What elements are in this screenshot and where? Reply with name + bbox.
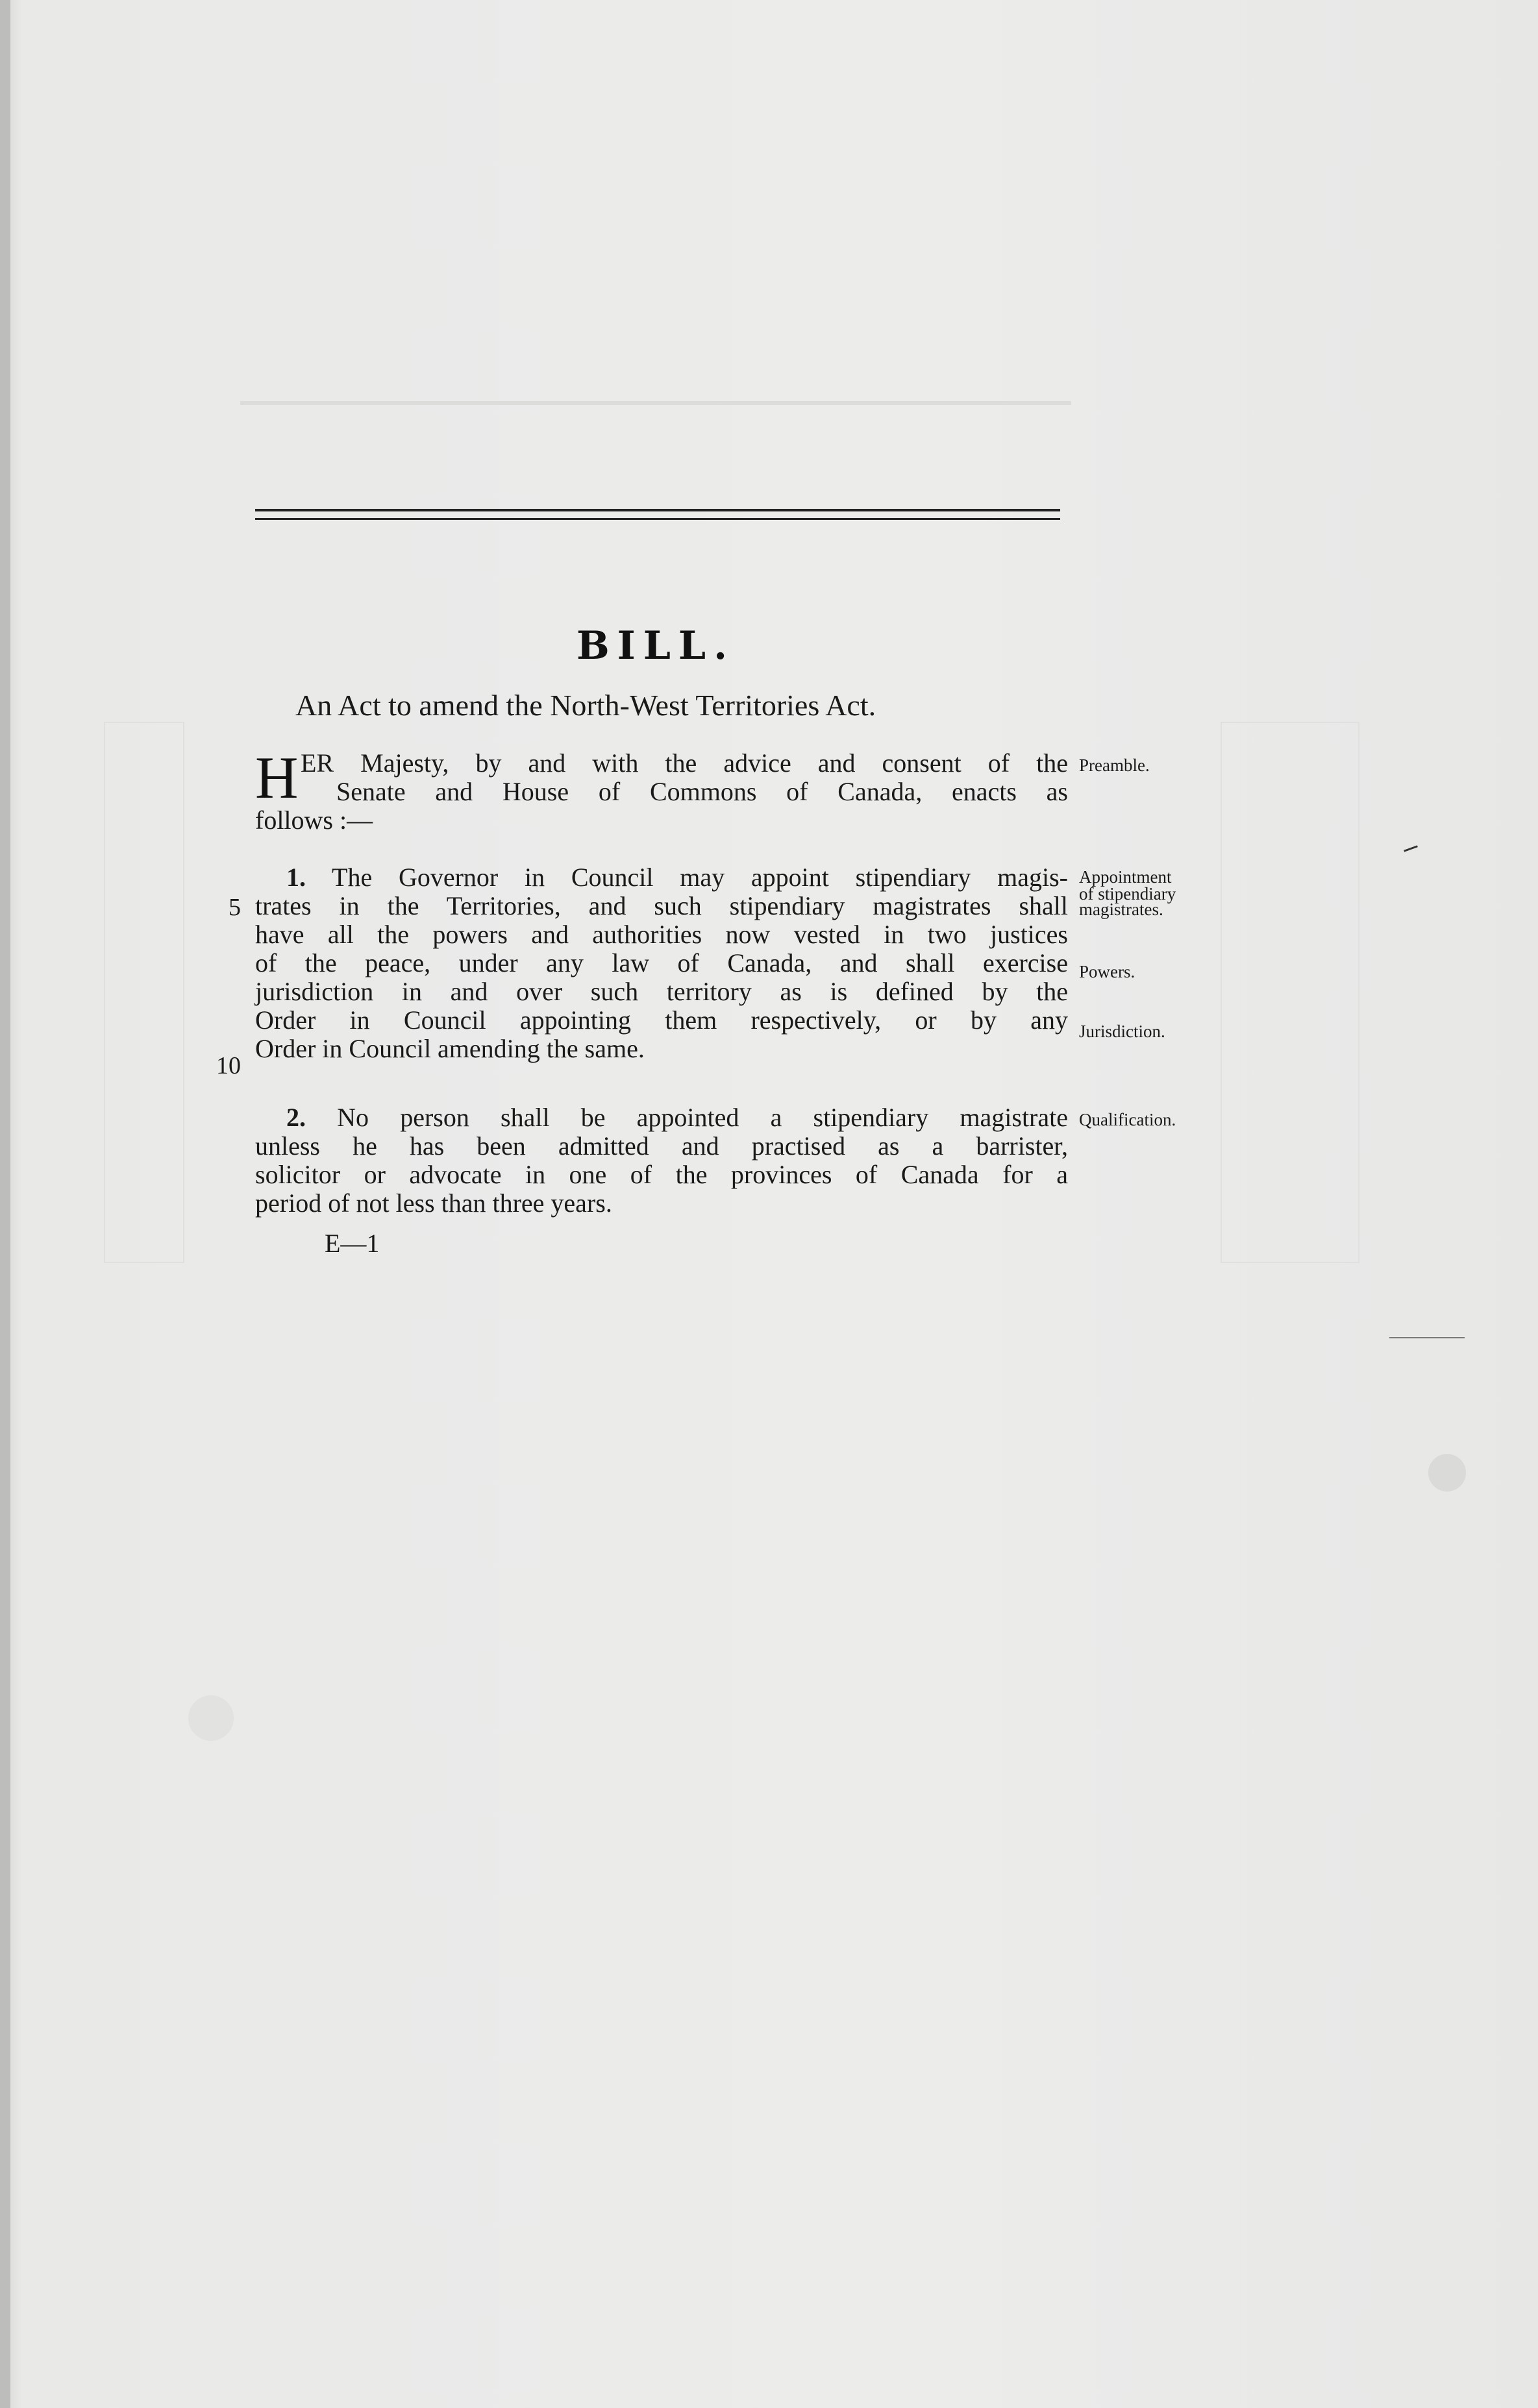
- section-line: trates in the Territories, and such stipendiary magistrates shall: [255, 891, 1068, 920]
- section-line: unless he has been admitted and practised as a barrister,: [255, 1131, 1068, 1161]
- bleed-through-frame-right: [1221, 722, 1359, 1263]
- section-2: [255, 1103, 1068, 1218]
- margin-note-line: of stipendiary: [1079, 884, 1176, 903]
- section-2-first-line: [255, 1103, 1068, 1132]
- document-subtitle: An Act to amend the North-West Territories Act.: [295, 689, 876, 722]
- margin-note-qualification: Qualification.: [1079, 1110, 1176, 1129]
- stray-mark: [1389, 1337, 1465, 1338]
- preamble-paragraph: [255, 744, 1068, 835]
- section-2-number: 2.: [286, 1103, 306, 1132]
- section-line: period of not less than three years.: [255, 1188, 612, 1218]
- margin-note-appointment: [1079, 867, 1176, 919]
- document-title: BILL.: [576, 623, 736, 669]
- section-1: [255, 863, 1068, 1063]
- section-line: jurisdiction in and over such territory as is defined by the: [255, 977, 1068, 1006]
- header-double-rule: [255, 509, 1060, 520]
- section-line: Order in Council appointing them respectively, or by any: [255, 1005, 1068, 1035]
- section-line: solicitor or advocate in one of the provinces of Canada for a: [255, 1160, 1068, 1189]
- section-line: The Governor in Council may appoint stipendiary magis-: [332, 863, 1068, 892]
- preamble-line: Senate and House of Commons of Canada, enacts as: [336, 777, 1068, 806]
- bleed-through-rule: [240, 401, 1071, 405]
- margin-note-line: magistrates.: [1079, 900, 1163, 919]
- section-1-number: 1.: [286, 863, 306, 892]
- line-number-10: 10: [216, 1052, 241, 1079]
- section-line: No person shall be appointed a stipendiary magistrate: [337, 1103, 1068, 1132]
- margin-note-line: Appointment: [1079, 867, 1172, 887]
- margin-note-preamble: Preamble.: [1079, 756, 1150, 775]
- preamble-line: ER Majesty, by and with the advice and consent of the: [301, 748, 1068, 778]
- section-line: have all the powers and authorities now vested in two justices: [255, 920, 1068, 949]
- binding-edge: [0, 0, 10, 2408]
- section-line: of the peace, under any law of Canada, and shall exercise: [255, 948, 1068, 977]
- bleed-through-spot: [1428, 1454, 1466, 1492]
- section-1-first-line: [255, 863, 1068, 892]
- signature-mark: E—1: [325, 1229, 380, 1258]
- margin-note-jurisdiction: Jurisdiction.: [1079, 1022, 1165, 1041]
- bleed-through-spot-2: [188, 1695, 234, 1741]
- bleed-through-frame-left: [104, 722, 184, 1263]
- margin-note-powers: Powers.: [1079, 962, 1135, 981]
- preamble-dropcap: H: [255, 744, 299, 811]
- section-line: Order in Council amending the same.: [255, 1034, 645, 1063]
- preamble-line: follows :—: [255, 805, 373, 835]
- line-number-5: 5: [229, 894, 241, 921]
